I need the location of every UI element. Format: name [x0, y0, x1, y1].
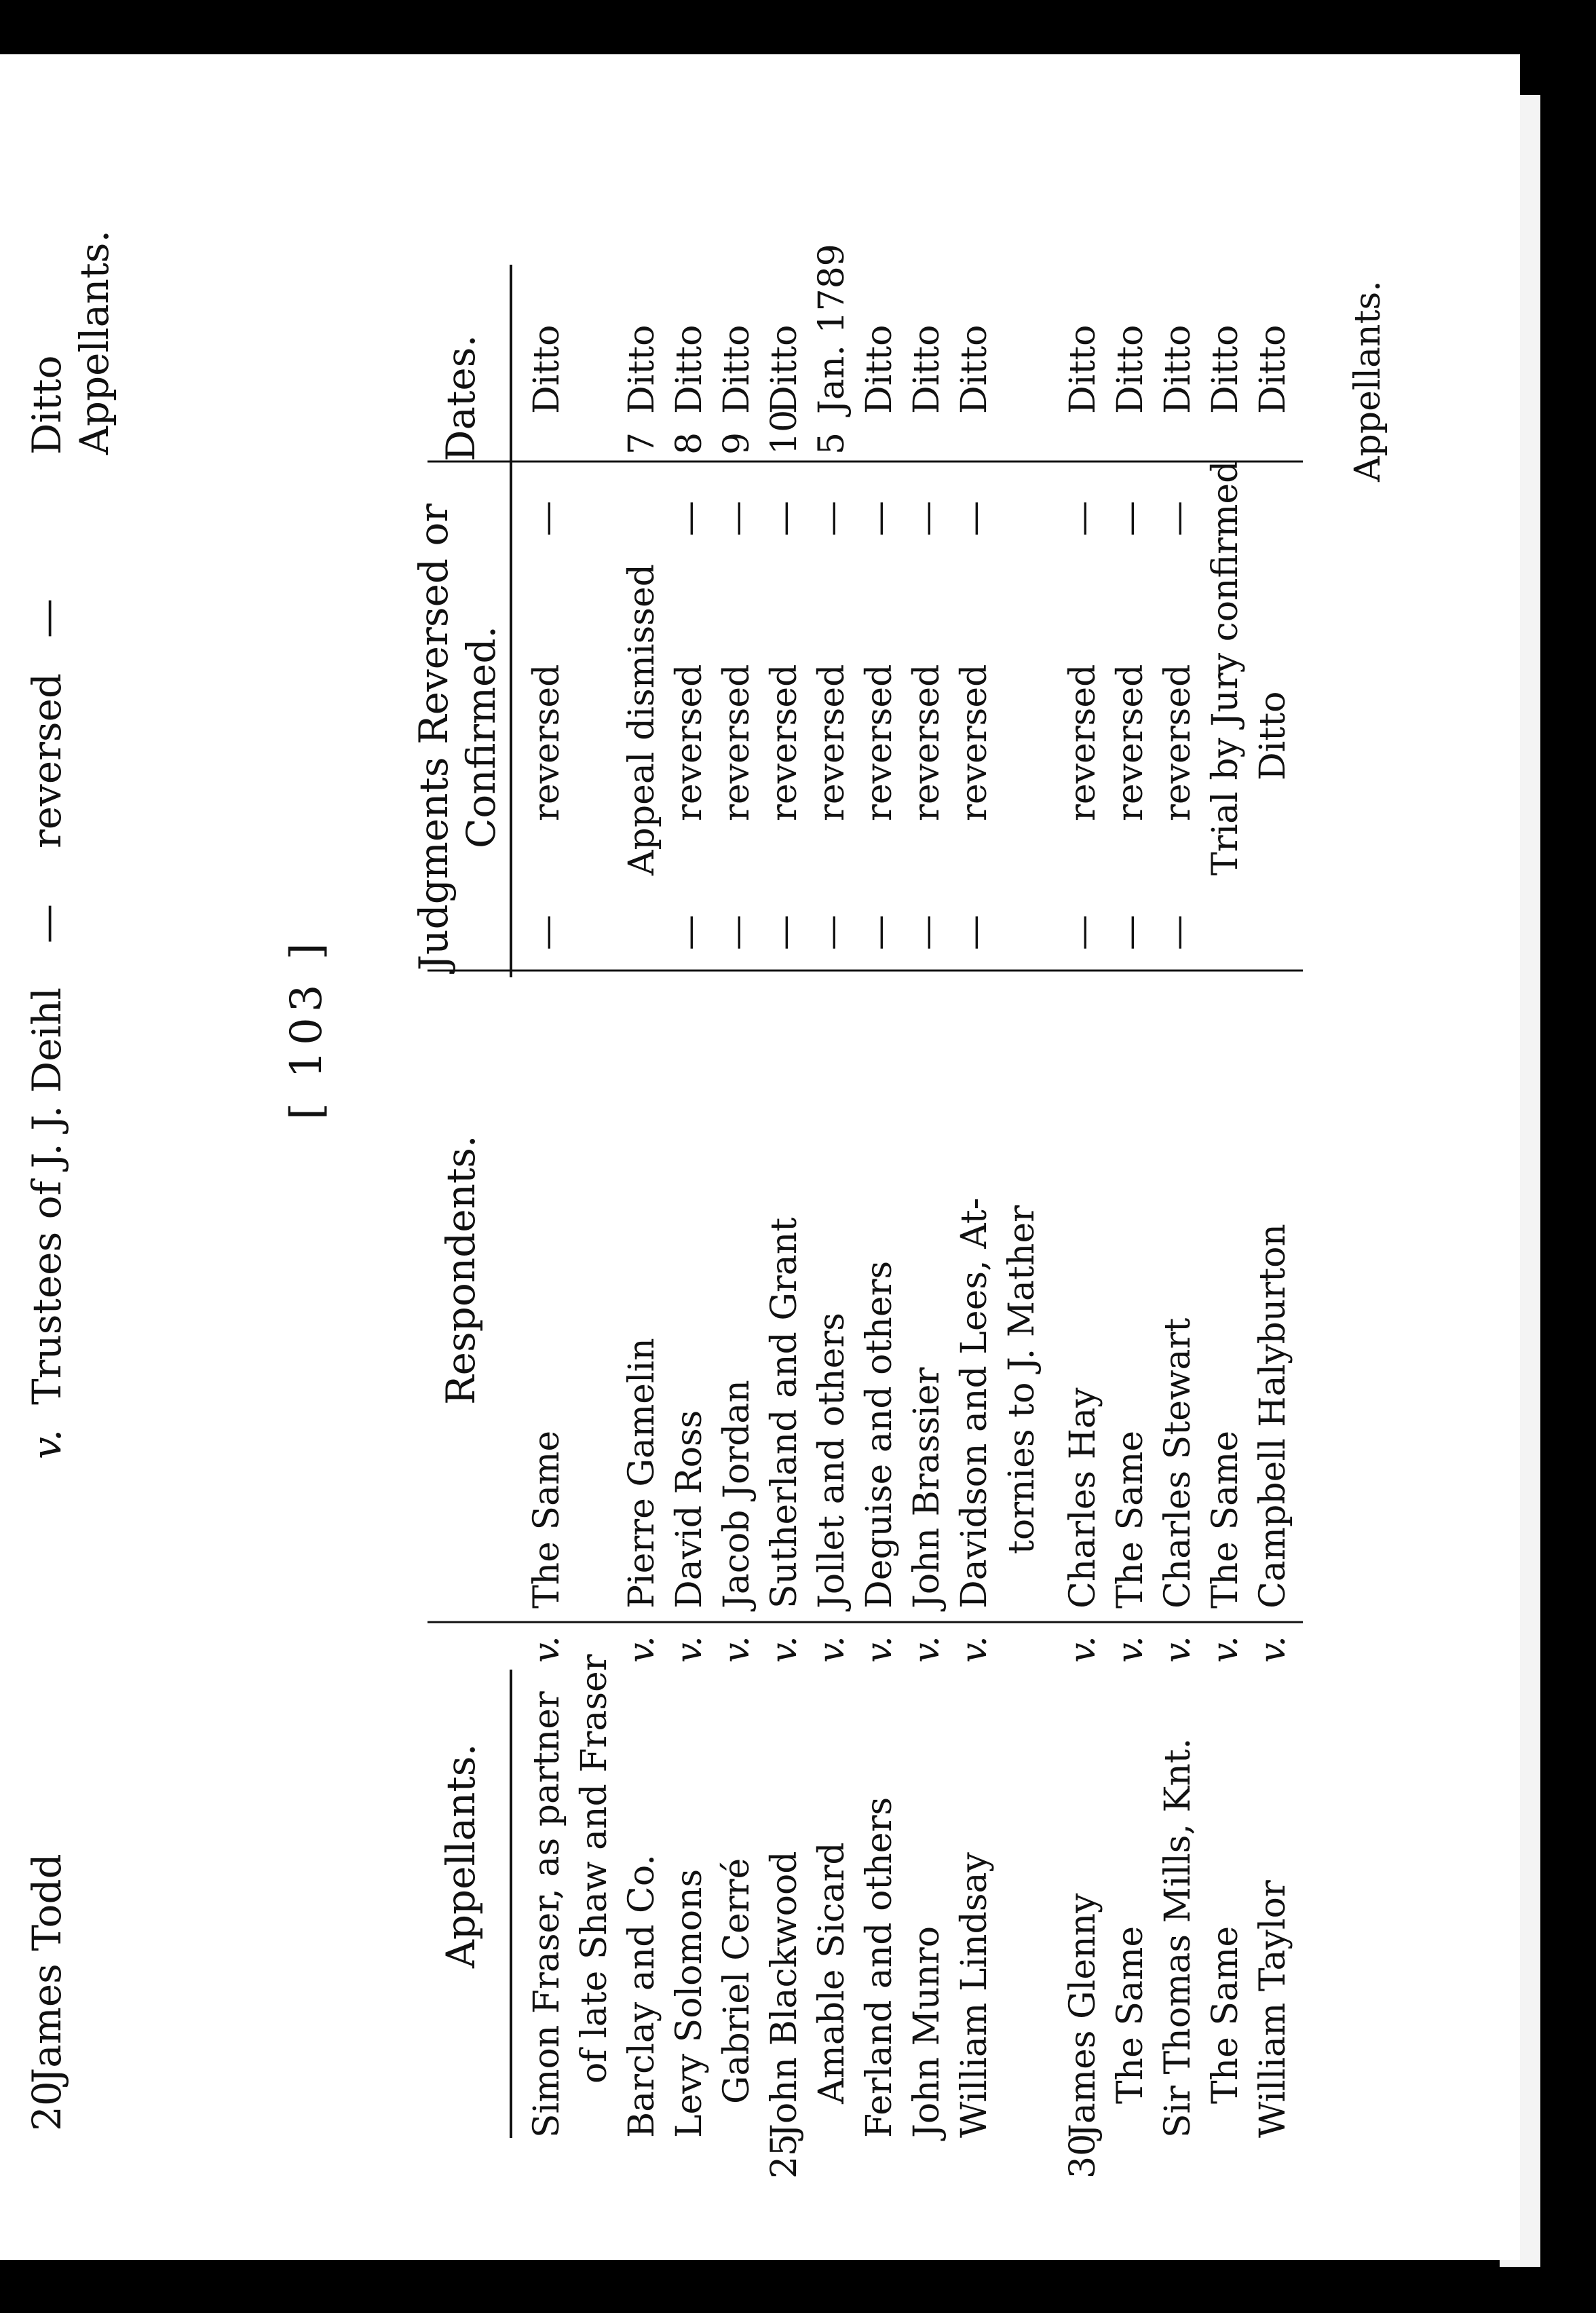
appellant-name: Sir Thomas Mills, Knt. — [1158, 1737, 1198, 2138]
footer-text: Appellants. — [1348, 280, 1388, 482]
judgment-text: reversed — [24, 673, 70, 848]
row-number: 25 — [764, 2133, 805, 2179]
dash: — — [859, 501, 900, 536]
judgment-text: reversed — [669, 664, 710, 821]
date-text: Ditto — [717, 324, 757, 414]
date-text: Ditto — [907, 324, 947, 414]
row-number: 20 — [24, 2081, 70, 2131]
date-text: Ditto — [1063, 324, 1103, 414]
dash: — — [954, 501, 995, 536]
respondent-name: Pierre Gamelin — [622, 1338, 662, 1609]
judgment-text: reversed — [717, 664, 757, 821]
rotated-table — [190, 54, 1520, 2260]
respondent-name: Charles Hay — [1063, 1387, 1103, 1609]
respondent-name: David Ross — [669, 1410, 710, 1609]
appellant-name: Levy Solomons — [669, 1868, 710, 2138]
appellant-name: John Munro — [907, 1925, 947, 2138]
respondent-name: The Same — [1110, 1430, 1151, 1609]
date-text: Jan. 1789 — [812, 244, 852, 414]
judgment-text: reversed — [954, 664, 995, 821]
judgment-text: reversed — [859, 664, 900, 821]
dash: — — [812, 501, 852, 536]
respondent-name: Deguise and others — [859, 1260, 900, 1609]
respondent-name: Sutherland and Grant — [764, 1217, 805, 1609]
day-number: 10 — [764, 409, 805, 455]
date-text: Ditto — [527, 324, 567, 414]
judgment-text: Trial by Jury confirmed — [1205, 460, 1246, 876]
header-judgments-line2: Confirmed. — [458, 626, 504, 848]
appellant-name: Barclay and Co. — [622, 1854, 662, 2138]
date-text: Ditto — [1158, 324, 1198, 414]
date-text: Ditto — [669, 324, 710, 414]
judgment-text: reversed — [764, 664, 805, 821]
dash: — — [24, 904, 70, 943]
respondent-name: Trustees of J. J. Deihl — [24, 987, 70, 1405]
previous-page-rotated-content — [0, 75, 197, 2219]
header-respondents: Respondents. — [438, 1135, 484, 1405]
versus-marker: v. — [1253, 1636, 1293, 1663]
versus-marker: v. — [669, 1636, 710, 1663]
respondent-name: The Same — [1205, 1430, 1246, 1609]
versus-marker: v. — [954, 1636, 995, 1663]
dash: — — [859, 915, 900, 950]
versus-marker: v. — [1158, 1636, 1198, 1663]
dash: — — [1063, 501, 1103, 536]
judgment-text: reversed — [812, 664, 852, 821]
dash: — — [812, 915, 852, 950]
row-number: 30 — [1063, 2133, 1103, 2179]
appellant-name: Ferland and others — [859, 1797, 900, 2138]
versus-marker: v. — [717, 1636, 757, 1663]
header-appellants: Appellants. — [438, 1743, 484, 1968]
main-page — [190, 54, 1520, 2260]
appellant-name: Simon Fraser, as partner — [527, 1691, 567, 2138]
appellant-name: William Lindsay — [954, 1852, 995, 2138]
respondent-name: Jollet and others — [812, 1313, 852, 1609]
day-number: 5 — [812, 432, 852, 455]
appellant-name: James Glenny — [1063, 1893, 1103, 2138]
dash: — — [1110, 501, 1151, 536]
dash: — — [1158, 501, 1198, 536]
dash: — — [1063, 915, 1103, 950]
date-text: Ditto — [859, 324, 900, 414]
judgment-text: Ditto — [1253, 691, 1293, 781]
versus-marker: v. — [1205, 1636, 1246, 1663]
dash: — — [1158, 915, 1198, 950]
judgment-text: Appeal dismissed — [622, 563, 662, 876]
judgment-text: reversed — [1110, 664, 1151, 821]
header-judgments-line1: Judgments Reversed or — [411, 503, 457, 971]
dash: — — [527, 915, 567, 950]
table-rules — [190, 54, 1520, 2260]
dash: — — [527, 501, 567, 536]
dash: — — [764, 501, 805, 536]
respondent-name: tornies to J. Mather — [1002, 1205, 1042, 1554]
dash: — — [954, 915, 995, 950]
judgment-text: reversed — [1158, 664, 1198, 821]
previous-page-fragment — [0, 54, 204, 2260]
versus-marker: v. — [859, 1636, 900, 1663]
appellant-name: The Same — [1110, 1925, 1151, 2104]
judgment-text: reversed — [1063, 664, 1103, 821]
respondent-name: Davidson and Lees, At- — [954, 1197, 995, 1609]
appellant-name: Gabriel Cerré — [717, 1858, 757, 2104]
dash: — — [907, 501, 947, 536]
dash: — — [669, 915, 710, 950]
appellant-name: James Todd — [24, 1854, 70, 2084]
appellant-name: William Taylor — [1253, 1880, 1293, 2138]
date-text: Ditto — [1205, 324, 1246, 414]
day-number: 7 — [622, 432, 662, 455]
footer-text: Appellants. — [71, 229, 117, 455]
versus-marker: v. — [907, 1636, 947, 1663]
date-text: Ditto — [24, 355, 70, 455]
dash: — — [717, 915, 757, 950]
appellant-name: Amable Sicard — [812, 1842, 852, 2104]
date-text: Ditto — [764, 324, 805, 414]
respondent-name: The Same — [527, 1430, 567, 1609]
versus-marker: v. — [1063, 1636, 1103, 1663]
versus-marker: v. — [764, 1636, 805, 1663]
date-text: Ditto — [1253, 324, 1293, 414]
versus-marker: v. — [622, 1636, 662, 1663]
respondent-name: Jacob Jordan — [717, 1380, 757, 1609]
judgment-text: reversed — [907, 664, 947, 821]
date-text: Ditto — [954, 324, 995, 414]
day-number: 8 — [669, 432, 710, 455]
dash: — — [669, 501, 710, 536]
dash: — — [907, 915, 947, 950]
versus-marker: v. — [812, 1636, 852, 1663]
versus-marker: v. — [527, 1636, 567, 1663]
date-text: Ditto — [622, 324, 662, 414]
versus-marker: v. — [24, 1429, 70, 1459]
respondent-name: Campbell Halyburton — [1253, 1224, 1293, 1609]
page-number: [ 103 ] — [282, 937, 332, 1120]
judgment-text: reversed — [527, 664, 567, 821]
dash: — — [764, 915, 805, 950]
dash: — — [717, 501, 757, 536]
dash: — — [24, 599, 70, 638]
dash: — — [1110, 915, 1151, 950]
appellant-name: John Blackwood — [764, 1851, 805, 2138]
header-dates: Dates. — [438, 335, 484, 462]
appellant-name: The Same — [1205, 1925, 1246, 2104]
respondent-name: Charles Stewart — [1158, 1317, 1198, 1609]
versus-marker: v. — [1110, 1636, 1151, 1663]
appellant-name: of late Shaw and Fraser — [574, 1654, 615, 2084]
date-text: Ditto — [1110, 324, 1151, 414]
day-number: 9 — [717, 432, 757, 455]
respondent-name: John Brassier — [907, 1367, 947, 1609]
